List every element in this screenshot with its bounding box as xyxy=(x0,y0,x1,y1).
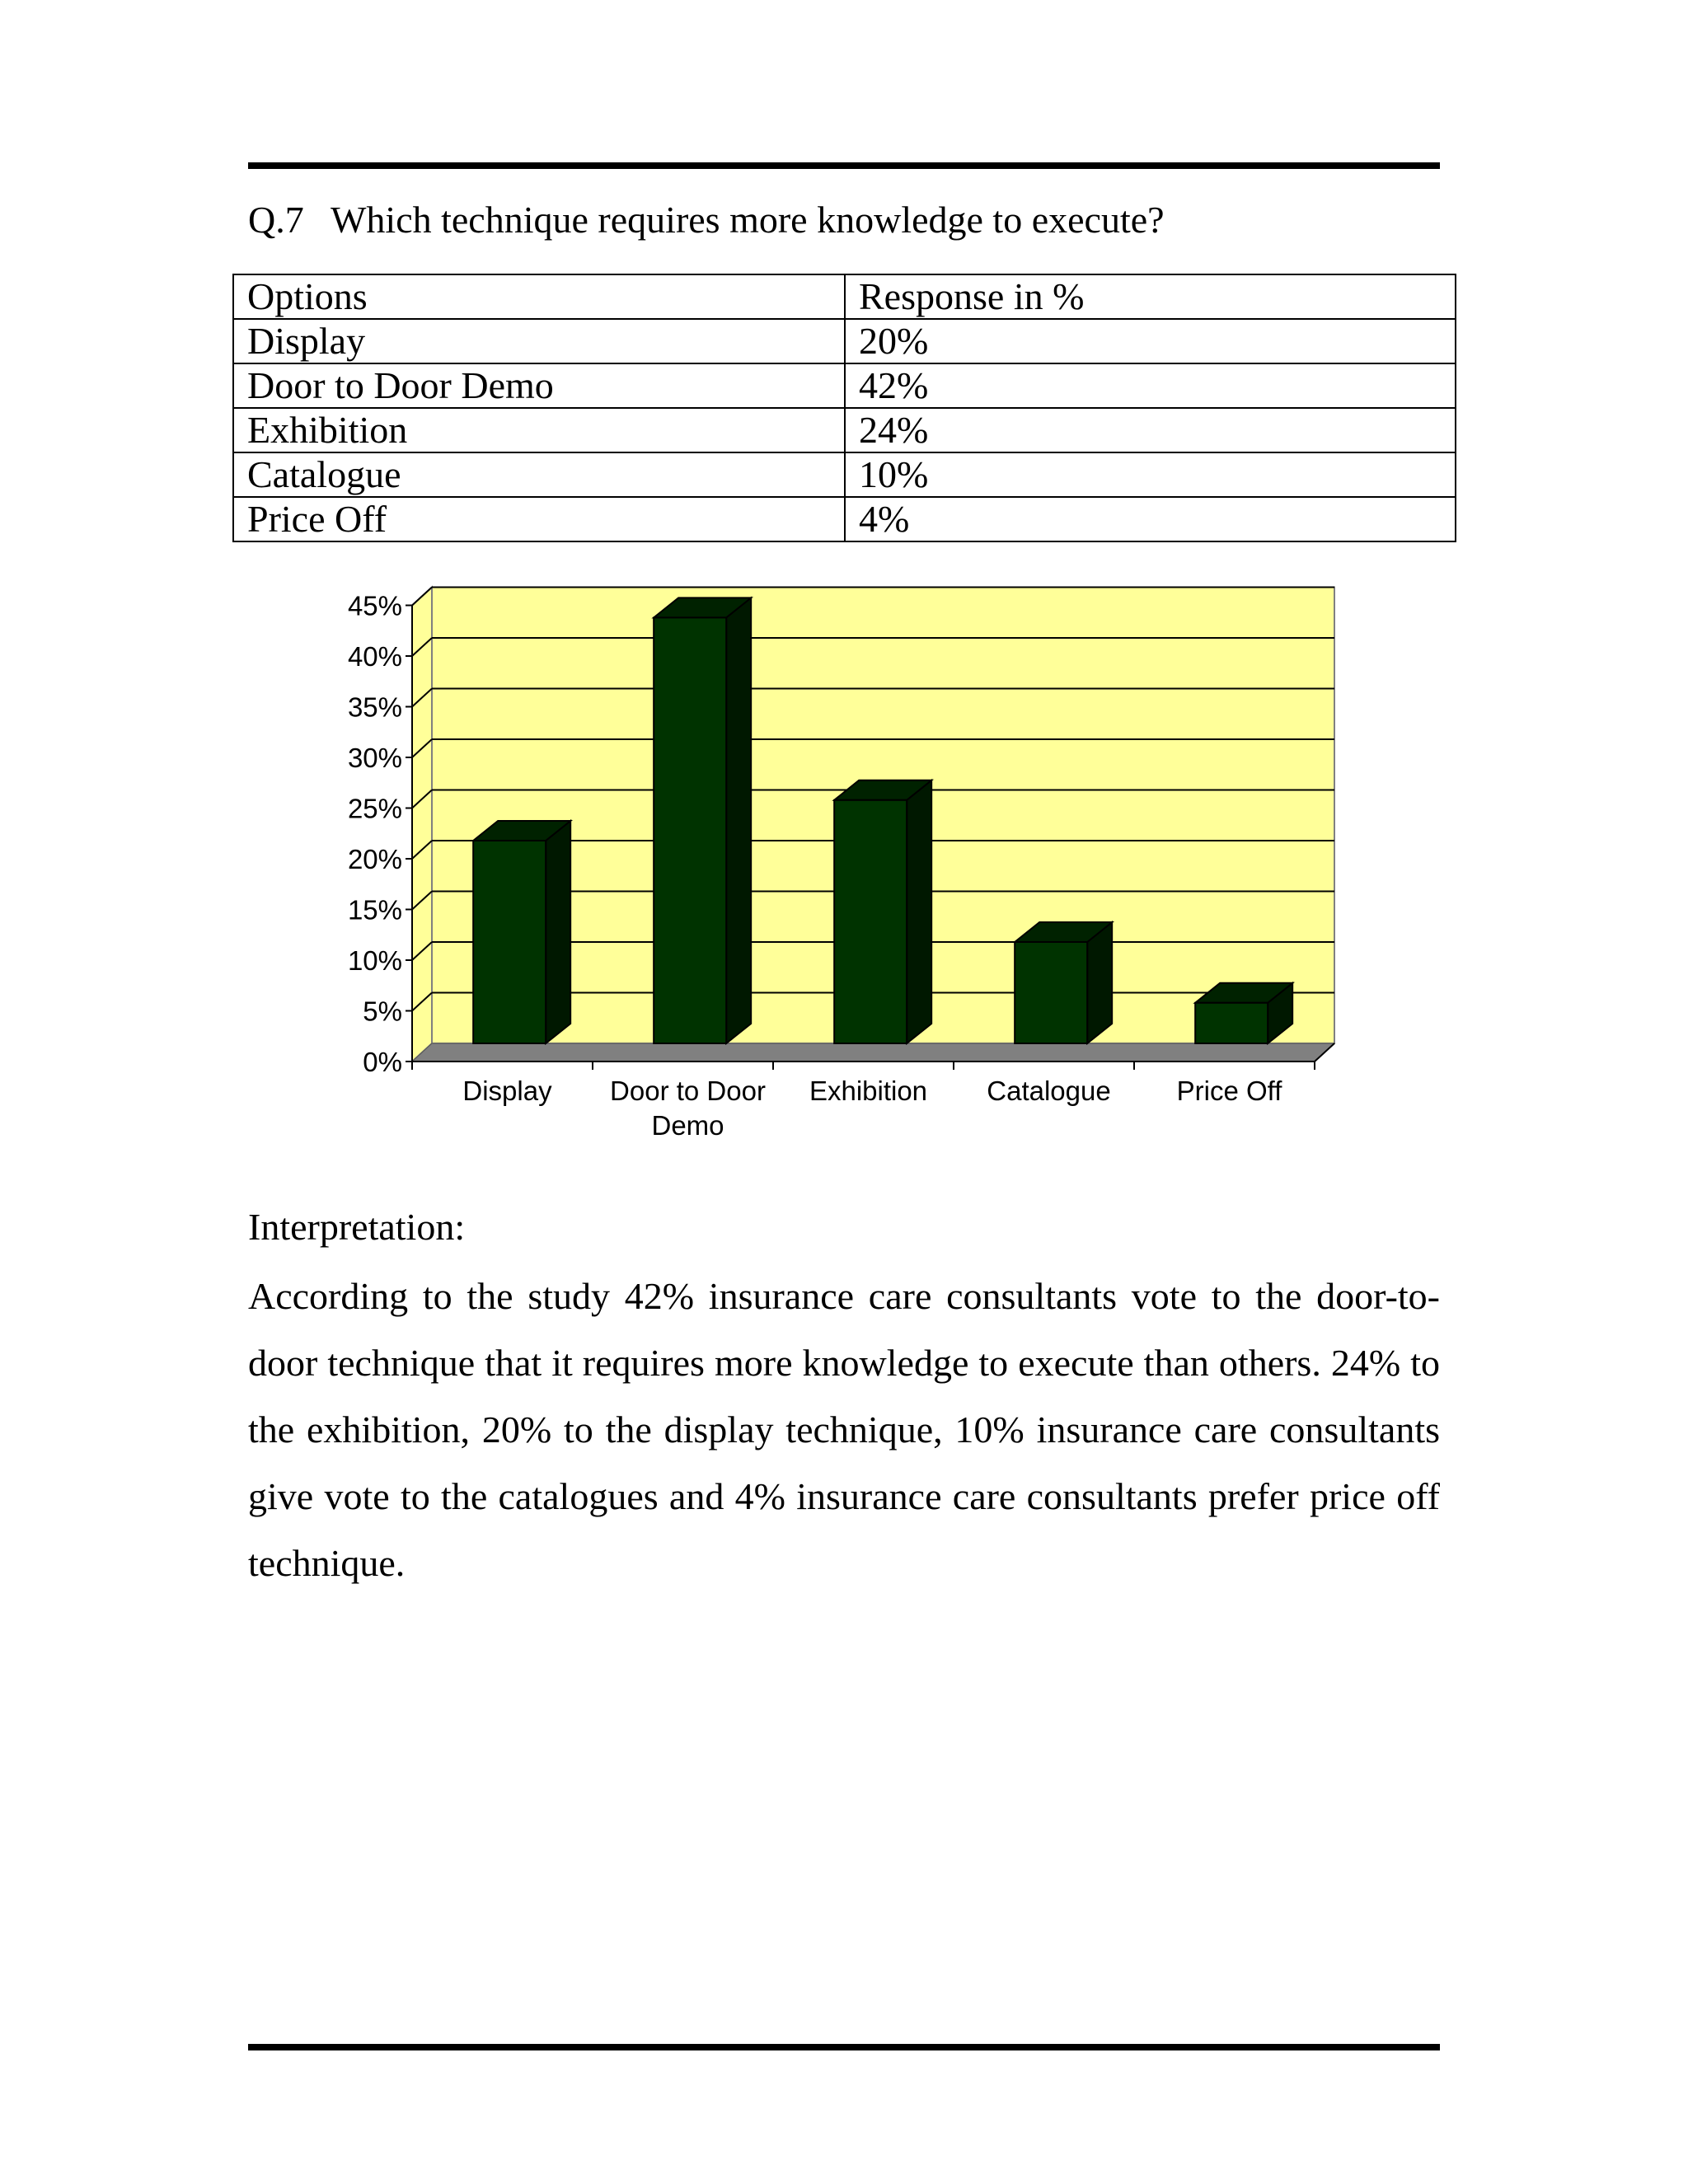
table-cell-response: 20% xyxy=(845,319,1456,363)
chart-floor xyxy=(412,1043,1334,1062)
x-tick-label: Door to Door Demo xyxy=(610,1076,766,1141)
bar-side xyxy=(546,821,570,1043)
y-tick-label: 25% xyxy=(347,793,402,824)
bar-side xyxy=(1087,922,1112,1043)
y-tick-label: 10% xyxy=(347,945,402,976)
table-cell-option: Price Off xyxy=(233,497,845,541)
bar xyxy=(1195,1003,1268,1043)
bar xyxy=(834,800,907,1043)
bar-chart-svg xyxy=(330,577,1368,1154)
y-tick-label: 5% xyxy=(363,996,402,1027)
y-tick-label: 40% xyxy=(347,641,402,672)
bar-side xyxy=(726,598,751,1043)
top-rule xyxy=(248,162,1440,169)
x-tick-label: Price Off xyxy=(1176,1076,1282,1106)
interpretation-heading: Interpretation: xyxy=(248,1206,466,1248)
table-row xyxy=(233,452,1456,497)
interpretation-text: According to the study 42% insurance care consultants vote to the door-to-door technique that it requires more knowledge to execute than others. 24% to the exhibition, 20% to the display technique, 10% insurance care consultants give vote to the catalogues and 4% insurance care consultants prefer price off technique. xyxy=(248,1275,1440,1584)
y-tick-label: 20% xyxy=(347,844,402,874)
question-title xyxy=(248,198,1165,241)
table-header-response: Response in % xyxy=(845,274,1456,319)
bar-chart xyxy=(330,577,1368,1154)
table-cell-option: Display xyxy=(233,319,845,363)
table-header-row xyxy=(233,274,1456,319)
x-tick-label: Display xyxy=(462,1076,552,1106)
table-row xyxy=(233,363,1456,408)
bar xyxy=(654,617,726,1043)
table-cell-option: Catalogue xyxy=(233,452,845,497)
y-tick-label: 45% xyxy=(347,590,402,621)
bar xyxy=(473,841,546,1043)
bar xyxy=(1015,942,1087,1043)
question-text: Which technique requires more knowledge to execute? xyxy=(331,199,1165,241)
table-row xyxy=(233,319,1456,363)
bar-side xyxy=(907,780,931,1043)
y-tick-label: 15% xyxy=(347,894,402,926)
bottom-rule xyxy=(248,2044,1440,2050)
table-row xyxy=(233,408,1456,452)
response-table xyxy=(232,274,1456,542)
y-tick-label: 0% xyxy=(363,1047,402,1077)
table-cell-response: 4% xyxy=(845,497,1456,541)
table-cell-option: Door to Door Demo xyxy=(233,363,845,408)
table-header-options: Options xyxy=(233,274,845,319)
table-cell-response: 10% xyxy=(845,452,1456,497)
chart-side-wall xyxy=(412,588,432,1062)
x-tick-label: Catalogue xyxy=(987,1076,1111,1106)
y-tick-label: 35% xyxy=(347,691,402,723)
question-number: Q.7 xyxy=(248,199,304,241)
table-cell-response: 24% xyxy=(845,408,1456,452)
table-row xyxy=(233,497,1456,541)
table-cell-response: 42% xyxy=(845,363,1456,408)
y-tick-label: 30% xyxy=(347,743,402,773)
x-tick-label: Exhibition xyxy=(809,1076,928,1106)
table-cell-option: Exhibition xyxy=(233,408,845,452)
